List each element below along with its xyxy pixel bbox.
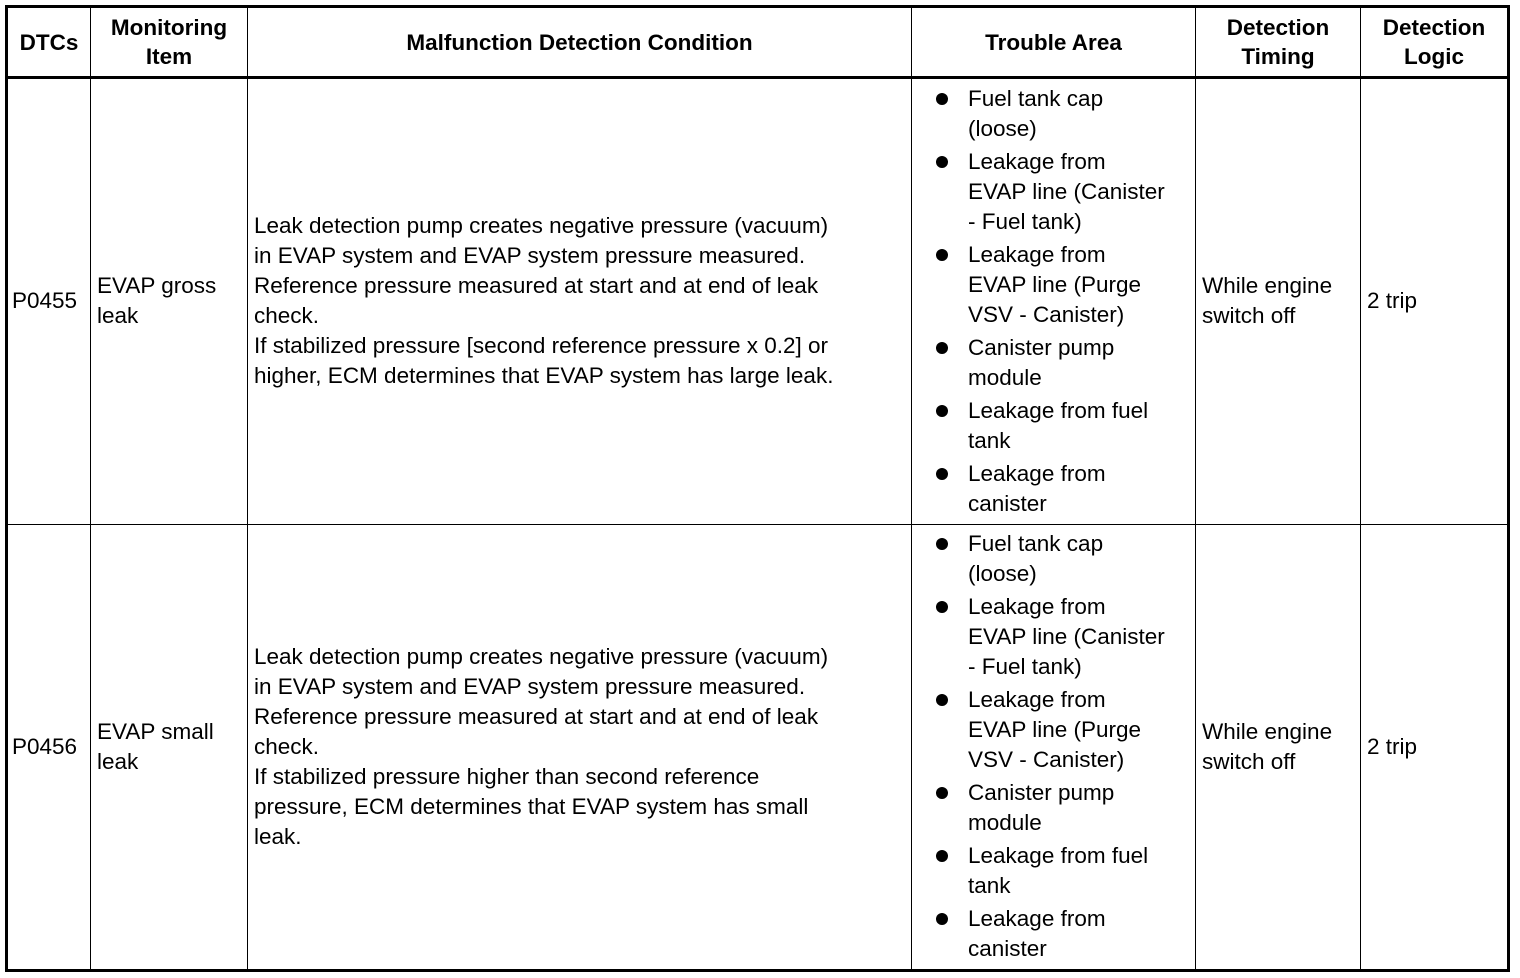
trouble-area-item: Canister pump module [932, 333, 1189, 393]
detection-condition: Leak detection pump creates negative pressure (vacuum) in EVAP system and EVAP system pressure measured. Reference pressure measured at start and at end of leak check. If stabilized pressure higher than second reference pressure, ECM determines that EVAP system has small leak. [248, 524, 912, 971]
header-trouble-area: Trouble Area [912, 7, 1196, 78]
header-monitoring-item: Monitoring Item [91, 7, 248, 78]
trouble-area [912, 78, 1196, 525]
table-row [7, 524, 1509, 971]
detection-logic: 2 trip [1361, 524, 1509, 971]
monitoring-item: EVAP small leak [91, 524, 248, 971]
trouble-area-item: Leakage from canister [932, 904, 1189, 964]
trouble-area-item: Fuel tank cap (loose) [932, 529, 1189, 589]
monitoring-item: EVAP gross leak [91, 78, 248, 525]
header-dtcs: DTCs [7, 7, 91, 78]
trouble-area [912, 524, 1196, 971]
table-row [7, 78, 1509, 525]
trouble-area-item: Fuel tank cap (loose) [932, 84, 1189, 144]
dtc-code: P0456 [7, 524, 91, 971]
detection-logic: 2 trip [1361, 78, 1509, 525]
header-detection-logic: Detection Logic [1361, 7, 1509, 78]
trouble-area-item: Canister pump module [932, 778, 1189, 838]
detection-timing: While engine switch off [1196, 78, 1361, 525]
trouble-area-item: Leakage from fuel tank [932, 396, 1189, 456]
dtc-table [5, 5, 1510, 972]
trouble-area-item: Leakage from EVAP line (Canister - Fuel tank) [932, 592, 1189, 682]
trouble-area-list [932, 84, 1189, 519]
trouble-area-item: Leakage from canister [932, 459, 1189, 519]
trouble-area-item: Leakage from EVAP line (Purge VSV - Canister) [932, 685, 1189, 775]
trouble-area-item: Leakage from EVAP line (Purge VSV - Canister) [932, 240, 1189, 330]
trouble-area-list [932, 529, 1189, 964]
trouble-area-item: Leakage from EVAP line (Canister - Fuel tank) [932, 147, 1189, 237]
detection-timing: While engine switch off [1196, 524, 1361, 971]
trouble-area-item: Leakage from fuel tank [932, 841, 1189, 901]
detection-condition: Leak detection pump creates negative pressure (vacuum) in EVAP system and EVAP system pressure measured. Reference pressure measured at start and at end of leak check. If stabilized pressure [second reference pressure x 0.2] or higher, ECM determines that EVAP system has large leak. [248, 78, 912, 525]
header-malfunction-detection-condition: Malfunction Detection Condition [248, 7, 912, 78]
header-row [7, 7, 1509, 78]
header-detection-timing: Detection Timing [1196, 7, 1361, 78]
dtc-code: P0455 [7, 78, 91, 525]
